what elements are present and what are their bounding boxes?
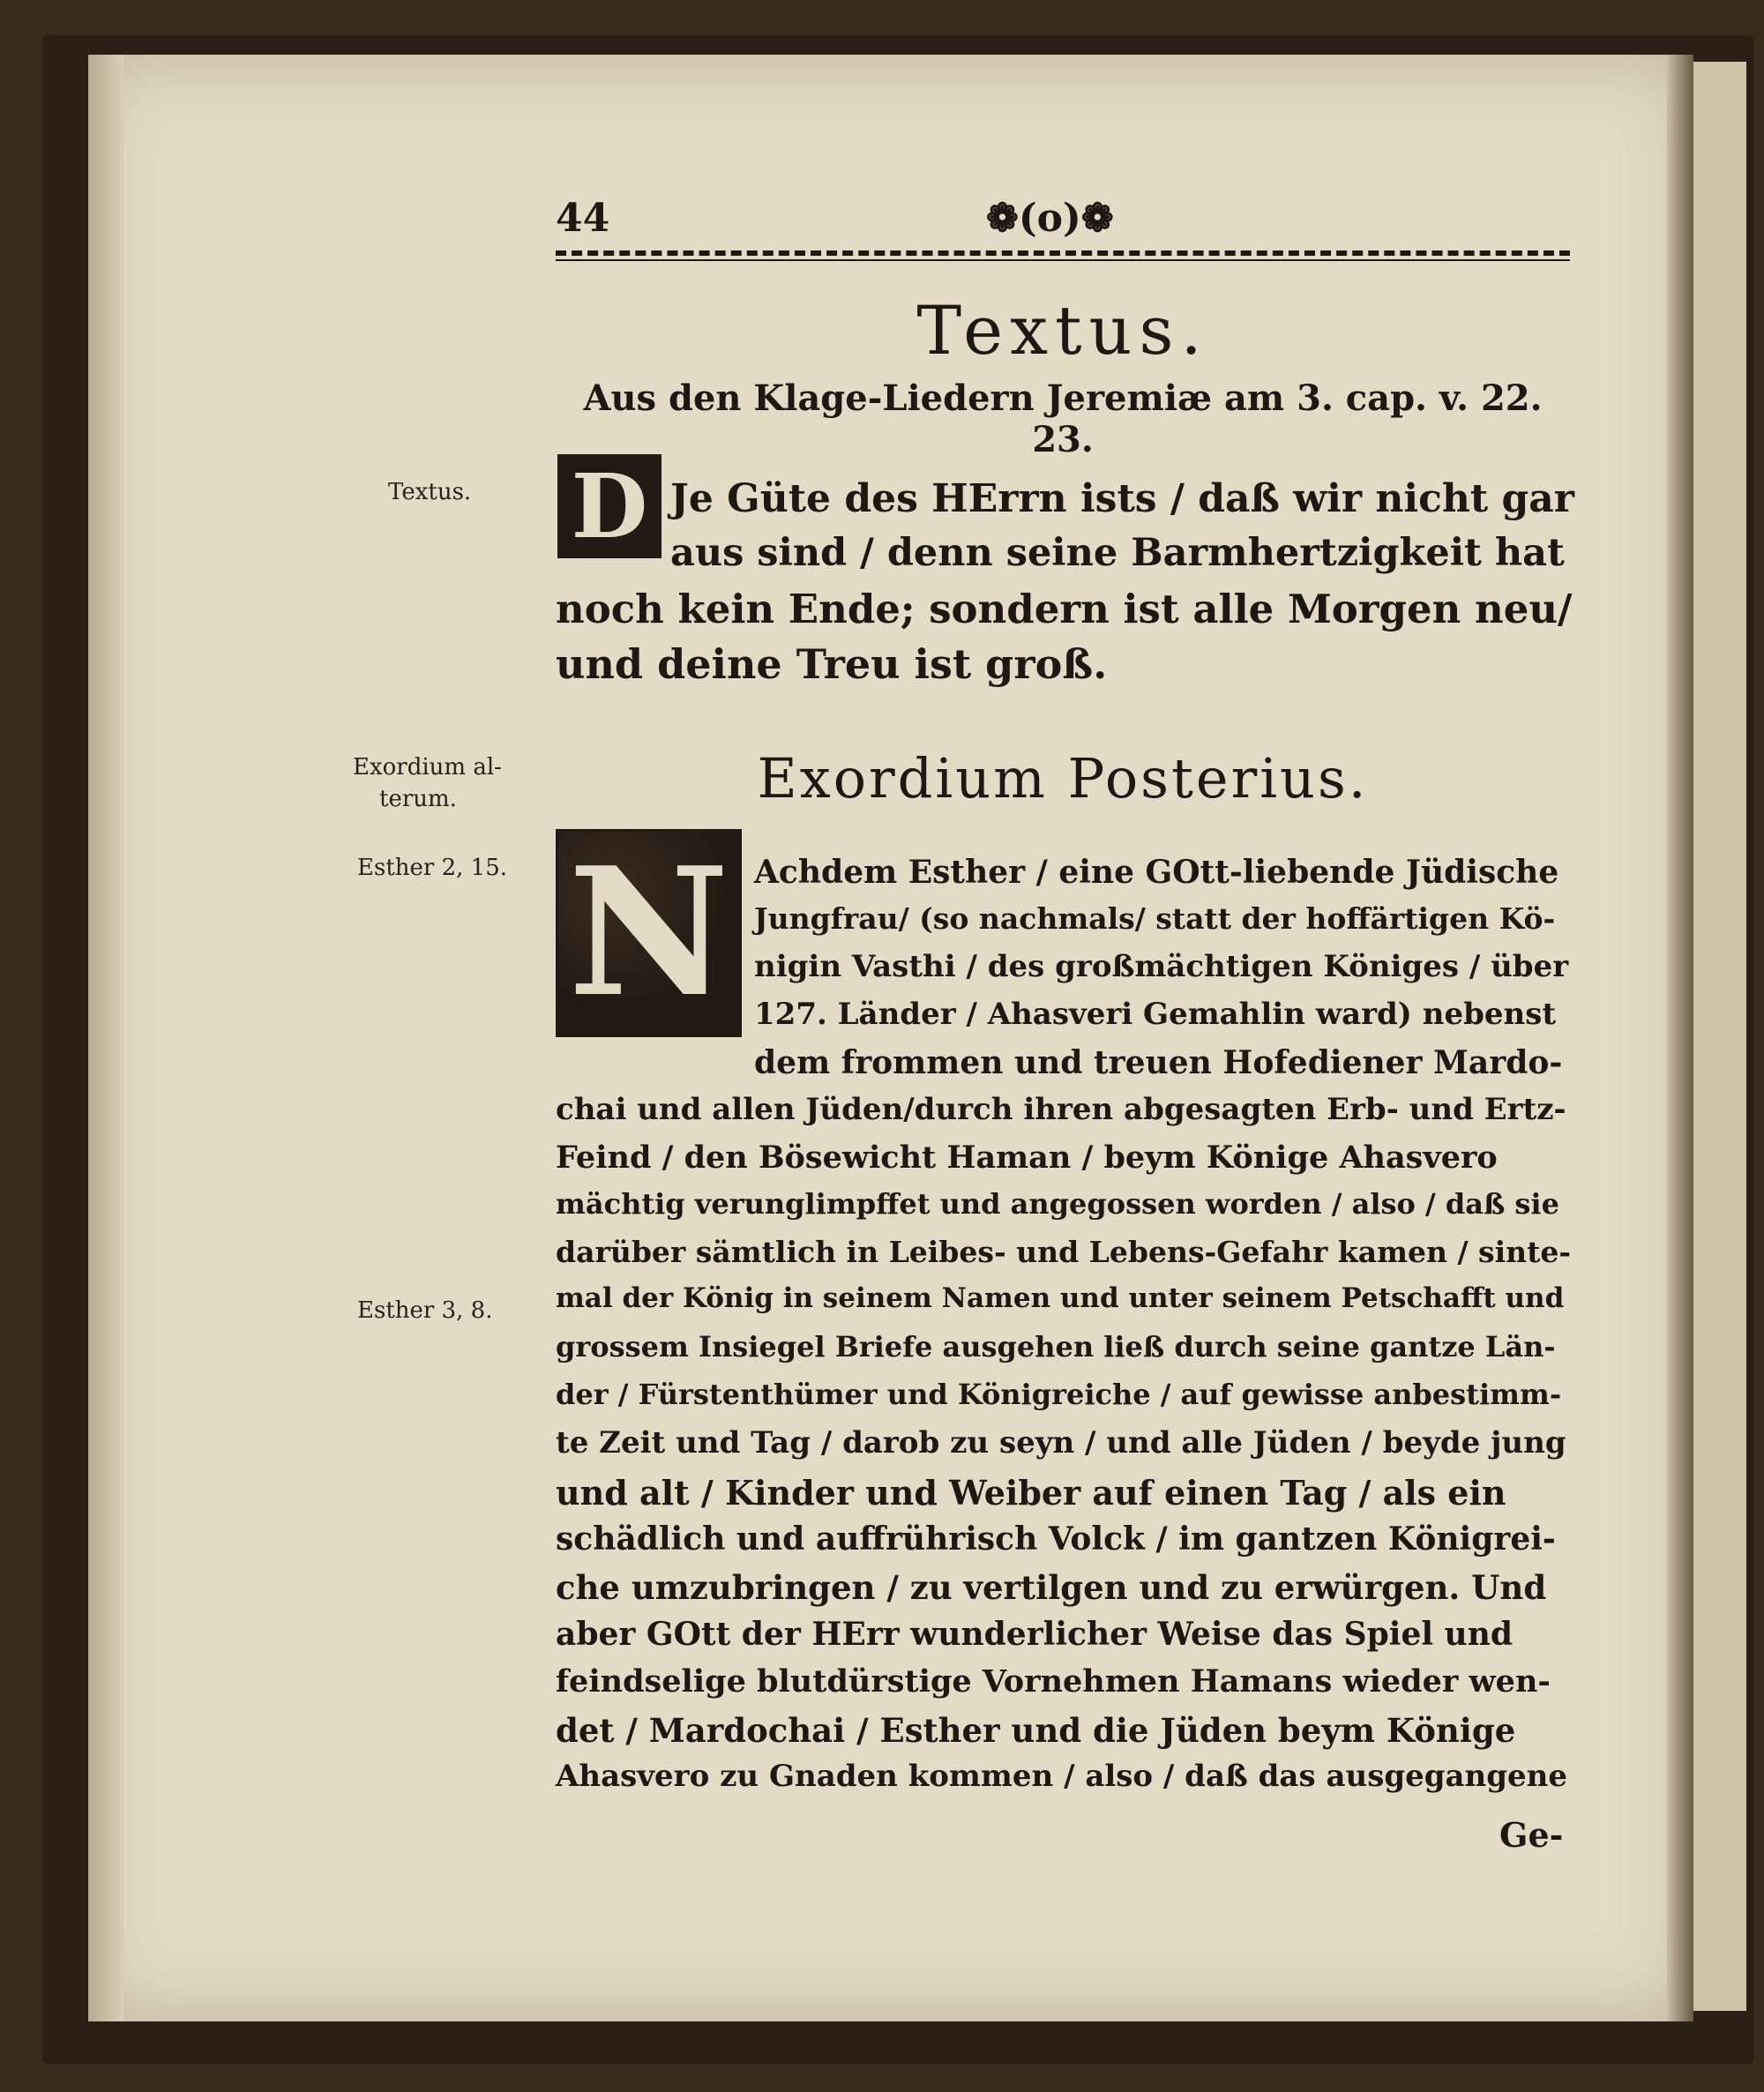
exordium-line: 127. Länder / Ahasveri Gemahlin ward) nebenst [754,997,1557,1032]
textus-line: noch kein Ende; sondern ist alle Morgen neu/ [556,586,1573,632]
book-gutter [1667,55,1693,2021]
margin-note-exordium-2: terum. [379,786,457,812]
margin-note-esther-2: Esther 2, 15. [357,855,508,881]
exordium-line: mächtig verunglimpffet und angegossen worden / also / daß sie [556,1187,1559,1221]
header-rule-under [556,259,1570,261]
exordium-line: und alt / Kinder und Weiber auf einen Tag / als ein [556,1473,1506,1513]
exordium-line: der / Fürstenthümer und Königreiche / auf gewisse anbestimm- [556,1378,1562,1411]
exordium-line: chai und allen Jüden/durch ihren abgesagten Erb- und Ertz- [556,1092,1566,1127]
header-ornament: ❁(o)❁ [986,196,1114,241]
page-edge [88,55,123,2021]
exordium-line: schädlich und auffrührisch Volck / im gantzen Königrei- [556,1520,1556,1558]
exordium-line: Jungfrau/ (so nachmals/ statt der hoffärtigen Kö- [754,901,1556,936]
catchword: Ge- [1499,1815,1564,1855]
page-header [556,196,1570,249]
exordium-title: Exordium Posterius. [757,746,1369,811]
exordium-line: dem frommen und treuen Hofediener Mardo- [754,1044,1563,1081]
margin-note-textus: Textus. [388,479,472,505]
exordium-line: aber GOtt der HErr wunderlicher Weise das Spiel und [556,1616,1514,1653]
exordium-line: feindselige blutdürstige Vornehmen Hamans wieder wen- [556,1663,1551,1700]
exordium-line: grossem Insiegel Briefe ausgehen ließ durch seine gantze Län- [556,1330,1556,1364]
exordium-line: det / Mardochai / Esther und die Jüden beym Könige [556,1711,1516,1750]
header-rule [556,250,1570,256]
exordium-line: che umzubringen / zu vertilgen und zu erwürgen. Und [556,1568,1547,1607]
drop-cap-n: N [556,829,742,1037]
exordium-line: mal der König in seinem Namen und unter seinem Petschafft und [556,1282,1565,1314]
exordium-line: Achdem Esther / eine GOtt-liebende Jüdische [754,854,1559,891]
textus-title: Textus. [916,291,1209,370]
exordium-line: darüber sämtlich in Leibes- und Lebens-Gefahr kamen / sinte- [556,1235,1572,1269]
textus-line: Je Güte des HErrn ists / daß wir nicht gar [670,476,1574,521]
facing-page-edge [1693,62,1746,2011]
textus-source: Aus den Klage-Liedern Jeremiæ am 3. cap. v. 22. 23. [583,377,1543,460]
exordium-line: Ahasvero zu Gnaden kommen / also / daß das ausgegangene [556,1759,1568,1794]
textus-line: und deine Treu ist groß. [556,640,1108,688]
exordium-line: Feind / den Bösewicht Haman / beym Könige Ahasvero [556,1139,1498,1176]
margin-note-exordium-1: Exordium al- [353,754,502,781]
margin-note-esther-3: Esther 3, 8. [357,1297,493,1324]
exordium-line: nigin Vasthi / des großmächtigen Königes / über [754,949,1569,984]
page-number: 44 [556,196,610,241]
textus-line: aus sind / denn seine Barmhertzigkeit hat [670,531,1565,575]
drop-cap-d: D [557,454,662,558]
exordium-line: te Zeit und Tag / darob zu seyn / und alle Jüden / beyde jung [556,1425,1566,1461]
